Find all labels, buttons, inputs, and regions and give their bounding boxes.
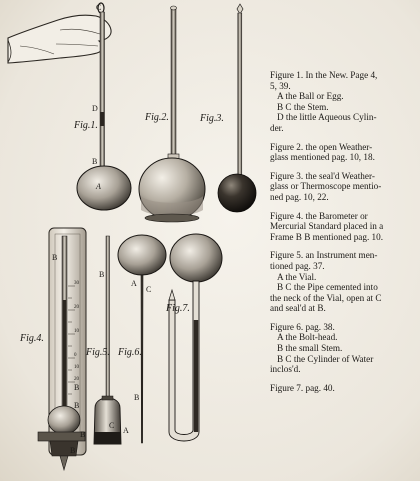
fig4-label: Fig.4. — [20, 333, 44, 344]
fig4-point-b-bottom: B — [70, 446, 76, 455]
fig4-point-b-low2: B — [80, 430, 86, 439]
caption-line: tioned pag. 37. — [270, 260, 325, 271]
ball-egg — [77, 166, 131, 210]
fig6-label: Fig.6. — [118, 347, 142, 358]
scale-mark: 10 — [74, 329, 79, 334]
fig4-point-b-side: B — [74, 383, 80, 392]
fig6-bolt-head — [118, 235, 166, 443]
caption-line: Figure 6. pag. 38. — [270, 321, 335, 332]
fig3-sealed-weather-glass — [218, 4, 256, 212]
fig2-label: Fig.2. — [145, 112, 169, 123]
caption-line: inclos'd. — [270, 364, 301, 375]
caption-figure-5 — [270, 250, 418, 314]
fig1-label: Fig.1. — [74, 120, 98, 131]
fig5-vial-instrument — [94, 236, 121, 444]
stem — [100, 12, 105, 170]
caption-line: Mercurial Standard placed in a — [270, 221, 384, 232]
caption-figure-3 — [270, 171, 418, 203]
caption-line: Figure 1. In the New. Page 4, — [270, 70, 378, 80]
scale-mark: 20 — [74, 305, 79, 310]
caption-figure-7 — [270, 383, 418, 394]
caption-figure-6 — [270, 322, 418, 375]
scale-mark: 20 — [74, 377, 79, 382]
caption-line: der. — [270, 122, 284, 133]
fig1-point-d: D — [92, 104, 98, 113]
fig7-u-tube — [169, 234, 222, 441]
fig1-point-a: A — [96, 182, 101, 191]
caption-line: Figure 5. an Instrument men- — [270, 250, 378, 261]
fig4-point-b-low1: B — [74, 401, 80, 410]
fig4-point-b-top: B — [52, 253, 58, 262]
caption-line: the neck of the Vial, open at C — [270, 292, 382, 303]
caption-line: Figure 3. the seal'd Weather- — [270, 170, 375, 181]
fig3-label: Fig.3. — [200, 113, 224, 124]
caption-line: B C the Pipe cemented into — [277, 282, 378, 293]
fig6-point-b: B — [134, 393, 140, 402]
caption-line: and seal'd at B. — [270, 303, 326, 314]
figure-captions — [270, 70, 418, 401]
scale-mark: 0 — [74, 353, 77, 358]
aqueous-cylinder — [100, 112, 104, 126]
fig6-point-c: C — [146, 285, 152, 294]
fig7-label: Fig.7. — [166, 303, 190, 314]
caption-line: Frame B B mentioned pag. 10. — [270, 231, 384, 242]
fig5-label: Fig.5. — [86, 347, 110, 358]
fig5-point-a: A — [123, 426, 129, 435]
caption-figure-4 — [270, 211, 418, 243]
caption-figure-1 — [270, 70, 418, 134]
scale-mark: 10 — [74, 365, 79, 370]
caption-line: Figure 2. the open Weather- — [270, 141, 373, 152]
fig5-point-c: C — [109, 421, 115, 430]
fig1-point-b: B — [92, 157, 98, 166]
caption-line: Figure 4. the Barometer or — [270, 210, 368, 221]
hand — [8, 15, 111, 63]
caption-line: A the Bolt-head. — [277, 332, 338, 343]
caption-line: D the little Aqueous Cylin- — [277, 112, 377, 123]
fig5-point-b: B — [99, 270, 105, 279]
caption-line: A the Ball or Egg. — [277, 91, 344, 102]
fig1-hand-thermometer — [8, 3, 131, 210]
caption-line: ned pag. 10, 22. — [270, 191, 329, 202]
caption-line: Figure 7. pag. 40. — [270, 382, 335, 393]
fig1-point-c: C — [96, 3, 102, 12]
fig6-point-a: A — [131, 279, 137, 288]
caption-line: B C the Cylinder of Water — [277, 353, 374, 364]
caption-line: 5, 39. — [270, 80, 291, 91]
scale-mark: 30 — [74, 281, 79, 286]
caption-figure-2 — [270, 142, 418, 163]
caption-line: glass or Thermoscope mentio- — [270, 181, 382, 192]
fig4-barometer-frame — [38, 228, 86, 470]
caption-line: B the small Stem. — [277, 343, 343, 354]
caption-line: B C the Stem. — [277, 101, 329, 112]
caption-line: glass mentioned pag. 10, 18. — [270, 152, 375, 163]
caption-line: A the Vial. — [277, 271, 317, 282]
